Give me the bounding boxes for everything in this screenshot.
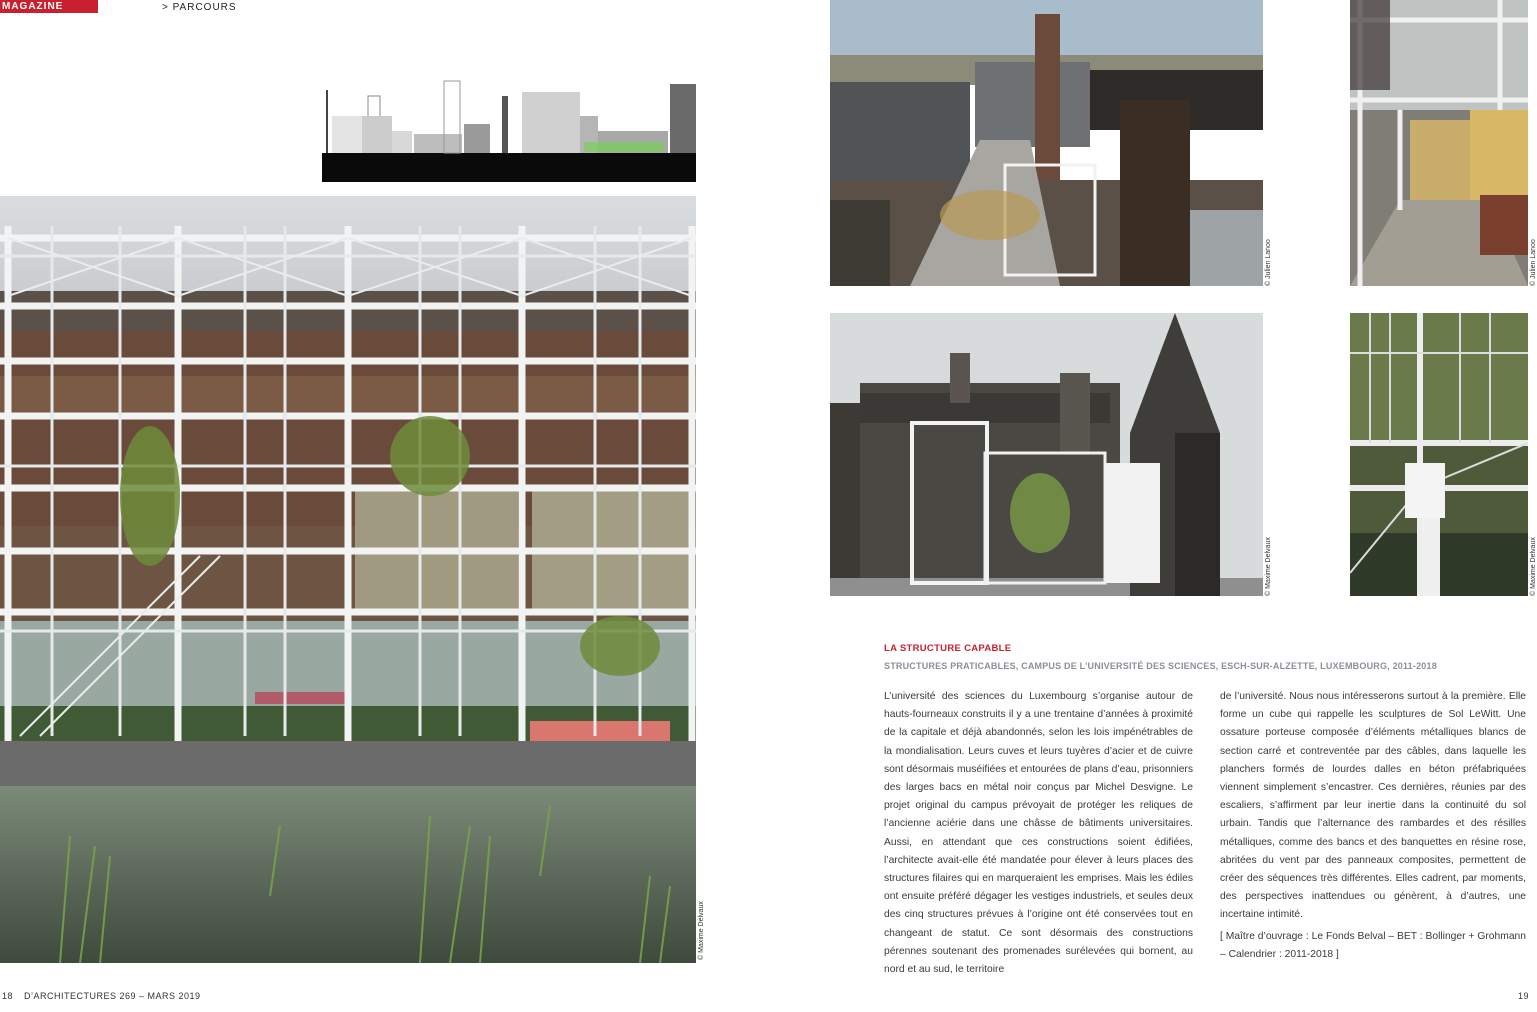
elevation-drawing [322,76,696,182]
publication-info: D’ARCHITECTURES 269 – MARS 2019 [24,991,201,1001]
photo-credit-2: © Julien Lanoo [1530,239,1537,286]
breadcrumb: > PARCOURS [162,2,237,13]
photo-credit-3: © Maxime Delvaux [1265,537,1272,596]
article-column-1: L’université des sciences du Luxembourg s’organise autour de hauts-fourneaux construits il y a une trentaine d’années à proximité de la capitale et déjà abandonnés, selon les lois impénétrables de la mondialisation. Leurs cuves et leurs tuyères d’acier et de cuivre sont désormais muséifiées et entourées de plans d’eau, prisonniers des larges bacs en métal noir conçus par Michel Desvigne. Le projet original du campus prévoyait de protéger les reliques de l’ancienne aciérie dans une châsse de bâtiments universitaires. Aussi, en attendant que ces constructions soient édifiées, l’architecte avait-elle été mandatée pour élever à leurs places des structures filaires qui en marqueraient les emprises. Mais les édiles ont ensuite préféré dégager les vestiges industriels, et seules deux des cinq structures prévues à l’origine ont été conservées tout en changeant de statut. Ce sont désormais des constructions pérennes soutenant des promenades surélevées qui bornent, au nord et au sud, le territoire [884,691,1193,976]
photo-structure-detail [1350,313,1528,596]
project-credits: [ Maître d’ouvrage : Le Fonds Belval – BET : Bollinger + Grohmann – Calendrier : 2011-2018 ] [1220,931,1526,961]
article-subtitle: STRUCTURES PRATICABLES, CAMPUS DE L’UNIVERSITÉ DES SCIENCES, ESCH-SUR-ALZETTE, LUXEMBOURG, 2011-2018 [884,661,1437,671]
article-column-2: de l’université. Nous nous intéresserons surtout à la première. Elle forme un cube qui rappelle les sculptures de Sol LeWitt. Une ossature porteuse composée d’éléments métalliques blancs de section carré et contreventée par des câbles, dans laquelle les planchers formés de lourdes dalles en béton préfabriquées viennent simplement s’encastrer. Ces dernières, réunies par des escaliers, s’affirment par leur inertie dans la continuité du sol urbain. Tandis que l’alternance des rambardes et des résilles métalliques, comme des bancs et des banquettes en résine rose, abritées du vent par des panneaux composites, permettent de créer des séquences très différentes. Elles cadrent, par moments, des perspectives inattendues ou génèrent, à d’autres, une incertaine intimité. [1220,691,1526,921]
main-photo-structure [0,196,696,963]
article-kicker: LA STRUCTURE CAPABLE [884,643,1012,654]
photo-aerial-campus [830,0,1263,286]
section-tag: MAGAZINE [0,0,98,13]
photo-credit-4: © Maxime Delvaux [1530,537,1537,596]
photo-walkway [1350,0,1528,286]
photo-credit-1: © Julien Lanoo [1265,239,1272,286]
right-page-number: 19 [1518,991,1530,1001]
left-page-number: 18 [2,991,14,1001]
main-photo-credit: © Maxime Delvaux [698,901,705,960]
photo-blast-furnace [830,313,1263,596]
